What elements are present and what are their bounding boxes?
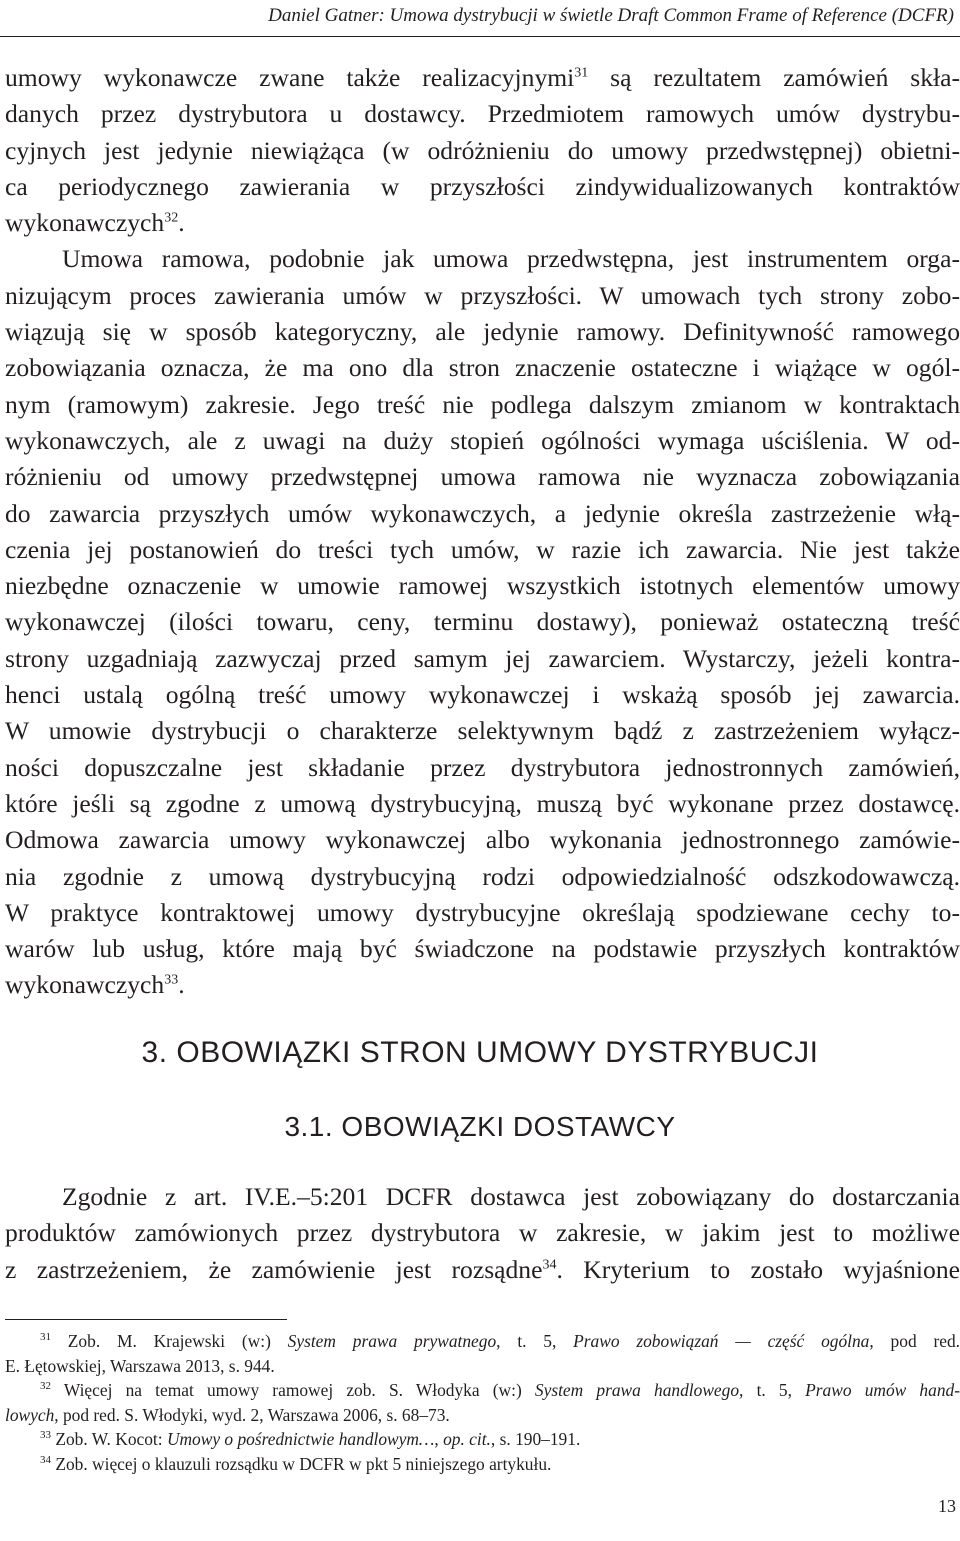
text-line: nia zgodnie z umową dystrybucyjną rodzi odpowiedzialność odszkodowawczą. bbox=[5, 861, 960, 891]
text-line: zobowiązania oznacza, że ma ono dla stron znaczenie ostateczne i wiążące w ogól- bbox=[5, 353, 960, 383]
footnote-line: $^{32}$ Więcej na temat umowy ramowej zob. S. Włodyka (w:) System prawa handlowego, t. 5, Prawo umów hand- bbox=[40, 1380, 960, 1400]
text-line: niezbędne oznaczenie w umowie ramowej wszystkich istotnych elementów umowy bbox=[5, 571, 960, 601]
header-rule bbox=[0, 36, 960, 37]
text-line: wykonawczych$^{32}$. bbox=[5, 208, 185, 238]
text-line: danych przez dystrybutora u dostawcy. Przedmiotem ramowych umów dystrybu- bbox=[5, 99, 960, 129]
text-line: W praktyce kontraktowej umowy dystrybucyjne określają spodziewane cechy to- bbox=[5, 897, 960, 927]
text-line: wykonawczych, ale z uwagi na duży stopień ogólności wymaga uściślenia. W od- bbox=[5, 425, 960, 455]
footnote-rule bbox=[5, 1319, 287, 1320]
text-line: Umowa ramowa, podobnie jak umowa przedwstępna, jest instrumentem orga- bbox=[62, 244, 960, 274]
footnote-ref: 31 bbox=[574, 65, 589, 81]
footnote-ref: 33 bbox=[164, 972, 179, 988]
text-line: różnieniu od umowy przedwstępnej umowa ramowa nie wyznacza zobowiązania bbox=[5, 462, 960, 492]
running-head: Daniel Gatner: Umowa dystrybucji w świetle Draft Common Frame of Reference (DCFR) bbox=[268, 5, 954, 26]
body-text-section-2 bbox=[5, 1179, 960, 1288]
text-line: wiązują się w sposób kategoryczny, ale jedynie ramowy. Definitywność ramowego bbox=[5, 317, 960, 347]
text-line: które jeśli są zgodne z umową dystrybucyjną, muszą być wykonane przez dostawcę. bbox=[5, 788, 960, 818]
text-line: ności dopuszczalne jest składanie przez dystrybutora jednostronnych zamówień, bbox=[5, 752, 960, 782]
footnote-line: E. Łętowskiej, Warszawa 2013, s. 944. bbox=[5, 1355, 275, 1376]
text-line: henci ustalą ogólną treść umowy wykonawczej i wskażą sposób jej zawarcia. bbox=[5, 680, 960, 710]
text-line: nizującym proces zawierania umów w przyszłości. W umowach tych strony zobo- bbox=[5, 280, 960, 310]
text-line: Zgodnie z art. IV.E.–5:201 DCFR dostawca jest zobowiązany do dostarczania bbox=[62, 1182, 960, 1211]
text-line: do zawarcia przyszłych umów wykonawczych, a jedynie określa zastrzeżenie włą- bbox=[5, 498, 960, 528]
text-line: umowy wykonawcze zwane także realizacyjnymi$^{31}$ są rezultatem zamówień skła- bbox=[5, 63, 960, 92]
footnote-ref: 34 bbox=[542, 1257, 557, 1273]
text-line: z zastrzeżeniem, że zamówienie jest rozsądne$^{34}$. Kryterium to zostało wyjaśnione bbox=[5, 1254, 960, 1284]
footnote-line: $^{31}$ Zob. M. Krajewski (w:) System prawa prywatnego, t. 5, Prawo zobowiązań — część ogólna, pod red. bbox=[40, 1331, 960, 1351]
text-line: Odmowa zawarcia umowy wykonawczej albo wykonania jednostronnego zamówie- bbox=[5, 825, 960, 855]
body-text-section-1 bbox=[5, 60, 960, 1004]
text-line: cyjnych jest jedynie niewiążąca (w odróżnieniu do umowy przedwstępnej) obietni- bbox=[5, 135, 960, 165]
footnote-line: lowych, pod red. S. Włodyki, wyd. 2, Warszawa 2006, s. 68–73. bbox=[5, 1404, 450, 1425]
subsection-heading: 3.1. OBOWIĄZKI DOSTAWCY bbox=[284, 1111, 676, 1142]
footnotes bbox=[5, 1329, 960, 1476]
footnote-line: $^{33}$ Zob. W. Kocot: Umowy o pośrednictwie handlowym…, op. cit., s. 190–191. bbox=[40, 1429, 581, 1449]
footnote-ref: 32 bbox=[164, 210, 179, 226]
section-heading: 3. OBOWIĄZKI STRON UMOWY DYSTRYBUCJI bbox=[141, 1036, 819, 1069]
text-line: wykonawczej (ilości towaru, ceny, terminu dostawy), ponieważ ostateczną treść bbox=[5, 607, 960, 637]
text-line: ca periodycznego zawierania w przyszłości zindywidualizowanych kontraktów bbox=[5, 171, 960, 201]
text-line: czenia jej postanowień do treści tych umów, w razie ich zawarcia. Nie jest także bbox=[5, 534, 960, 564]
text-line: warów lub usług, które mają być świadczone na podstawie przyszłych kontraktów bbox=[5, 934, 960, 964]
text-line: wykonawczych$^{33}$. bbox=[5, 970, 185, 1000]
text-line: nym (ramowym) zakresie. Jego treść nie podlega dalszym zmianom w kontraktach bbox=[5, 389, 960, 419]
page-number: 13 bbox=[938, 1496, 956, 1516]
text-line: strony uzgadniają zazwyczaj przed samym jej zawarciem. Wystarczy, jeżeli kontra- bbox=[5, 643, 960, 673]
text-line: W umowie dystrybucji o charakterze selektywnym bądź z zastrzeżeniem wyłącz- bbox=[5, 716, 960, 746]
text-line: produktów zamówionych przez dystrybutora w zakresie, w jakim jest to możliwe bbox=[5, 1218, 960, 1248]
footnote-line: $^{34}$ Zob. więcej o klauzuli rozsądku w DCFR w pkt 5 niniejszego artykułu. bbox=[40, 1453, 552, 1474]
